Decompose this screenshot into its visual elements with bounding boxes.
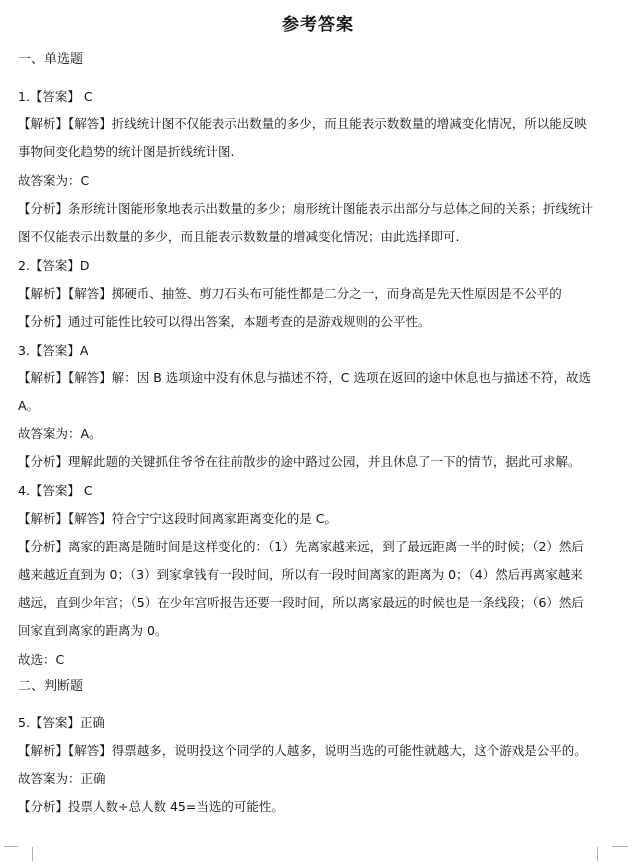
- crop-mark-bottom-left-horizontal: [4, 846, 18, 847]
- q4-explanation-line-4: 回家直到离家的距离为 0。: [18, 623, 168, 638]
- page-title: 参考答案: [282, 15, 354, 35]
- q4-analysis: 【解析】【解答】符合宁宁这段时间离家距离变化的是 C。: [18, 511, 337, 526]
- crop-mark-bottom-left: [18, 847, 33, 861]
- q5-conclusion: 故答案为：正确: [18, 771, 106, 786]
- q2-analysis: 【解析】【解答】掷硬币、抽签、剪刀石头布可能性都是二分之一，而身高是先天性原因是不公平的: [18, 286, 562, 301]
- q3-conclusion: 故答案为：A。: [18, 426, 102, 441]
- q3-analysis-line-2: A。: [18, 398, 40, 413]
- q4-explanation-line-3: 越远，直到少年宫；（5）在少年宫听报告还要一段时间，所以离家最远的时候也是一条线段；（6）然后: [18, 595, 584, 610]
- q2-explanation: 【分析】通过可能性比较可以得出答案，本题考查的是游戏规则的公平性。: [18, 314, 431, 329]
- crop-mark-bottom-right: [597, 847, 612, 861]
- q3-explanation: 【分析】理解此题的关键抓住爷爷在往前散步的途中路过公园，并且休息了一下的情节，据此可求解。: [18, 454, 581, 469]
- q2-answer: 2.【答案】D: [18, 258, 90, 273]
- q4-explanation-line-1: 【分析】离家的距离是随时间是这样变化的：（1）先离家越来远，到了最远距离一半的时候；（2）然后: [18, 539, 584, 554]
- q3-analysis-line-1: 【解析】【解答】解：因 B 选项途中没有休息与描述不符，C 选项在返回的途中休息也与描述不符，故选: [18, 370, 591, 385]
- q1-explanation-line-2: 图不仅能表示出数量的多少，而且能表示数数量的增减变化情况；由此选择即可.: [18, 229, 460, 244]
- q5-explanation: 【分析】投票人数÷总人数 45=当选的可能性。: [18, 799, 284, 814]
- q5-answer: 5.【答案】正确: [18, 715, 105, 730]
- q4-conclusion: 故选：C: [18, 652, 65, 667]
- section-heading-true-false: 二、判断题: [18, 679, 84, 694]
- q3-answer: 3.【答案】A: [18, 343, 89, 358]
- q1-explanation-line-1: 【分析】条形统计图能形象地表示出数量的多少；扇形统计图能表示出部分与总体之间的关系；折线统计: [18, 201, 594, 216]
- crop-mark-bottom-right-horizontal: [612, 846, 628, 847]
- q1-analysis-line-2: 事物间变化趋势的统计图是折线统计图.: [18, 144, 235, 159]
- q1-conclusion: 故答案为：C: [18, 173, 90, 188]
- q1-answer: 1.【答案】 C: [18, 89, 93, 104]
- section-heading-single-choice: 一、单选题: [18, 52, 84, 67]
- q4-explanation-line-2: 越来越近直到为 0；（3）到家拿钱有一段时间，所以有一段时间离家的距离为 0；（4）然后再离家越来: [18, 567, 583, 582]
- q1-analysis-line-1: 【解析】【解答】折线统计图不仅能表示出数量的多少，而且能表示数数量的增减变化情况，所以能反映: [18, 116, 587, 131]
- q5-analysis: 【解析】【解答】得票越多，说明投这个同学的人越多，说明当选的可能性就越大，这个游戏是公平的。: [18, 743, 587, 758]
- q4-answer: 4.【答案】 C: [18, 483, 93, 498]
